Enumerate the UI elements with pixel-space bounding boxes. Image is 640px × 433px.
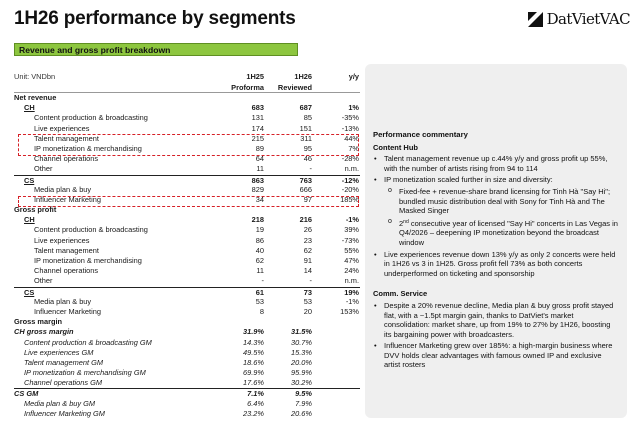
col-header-yy: y/y (348, 72, 359, 81)
table-row: Channel operations 64 46 -28% (34, 154, 359, 164)
table-row: CS 863 763 -12% (14, 175, 360, 185)
segment-table (14, 72, 360, 419)
table-row: Gross profit (14, 205, 57, 215)
table-row: Content production & broadcasting GM 14.3% 30.7% (24, 337, 312, 347)
list-item: • Despite a 20% revenue decline, Media plan & buy gross profit stayed flat, with a ~1.5pt margin gain, thanks to DatViet's market consolidation: market share, up from 19% to 27% by 1H26, boosting its bargaining power with broadcasters. (373, 301, 619, 339)
table-row: Talent management 215 311 44% (34, 133, 359, 143)
table-row: Media plan & buy 829 666 -20% (34, 184, 359, 194)
table-header-row (14, 72, 360, 83)
list-item: o 2nd consecutive year of licensed "Say Hi" concerts in Las Vegas in Q4/2026 – deepening IP monetization beyond the broadcast window (384, 218, 619, 248)
table-row: Live experiences GM 49.5% 15.3% (24, 347, 312, 357)
table-row: Net revenue (14, 93, 57, 102)
page-title: 1H26 performance by segments (14, 8, 296, 29)
table-row: Media plan & buy 53 53 -1% (34, 296, 359, 306)
table-row: Channel operations GM 17.6% 30.2% (24, 378, 312, 388)
table-row: CH 218 216 -1% (24, 215, 359, 225)
table-row: Content production & broadcasting 19 26 39% (34, 225, 359, 235)
table-subheader-row (14, 83, 360, 94)
table-row: Gross margin (14, 317, 63, 327)
unit-label: Unit: VNDbn (14, 72, 56, 81)
col-sub-1h25: Proforma (231, 82, 264, 92)
list-item: o Fixed-fee + revenue-share brand licensing for Tinh Hà "Say Hi"; bundled music distribution deal with Sony for Tinh Hà and The Masked Singer (384, 187, 619, 216)
company-logo (528, 10, 630, 28)
table-row: CS GM 7.1% 9.5% (14, 388, 360, 398)
commentary-panel (365, 64, 627, 418)
table-row: IP monetization & merchandising 62 91 47% (34, 256, 359, 265)
table-row: Content production & broadcasting 131 85 -35% (34, 113, 359, 123)
col-sub-1h26: Reviewed (277, 82, 312, 92)
table-row: Influencer Marketing 34 97 185% (34, 194, 359, 204)
ip-sublist (384, 187, 619, 248)
list-item: • Live experiences revenue down 13% y/y as only 2 concerts were held in 1H26 vs 3 in 1H25. Gross profit fell 73% as both concerts underperformed on ticketing and sponsorship (373, 250, 619, 279)
table-row: CS 61 73 19% (14, 287, 360, 297)
table-row: CH 683 687 1% (24, 103, 359, 113)
section-banner-label: Revenue and gross profit breakdown (19, 45, 171, 55)
table-row: Influencer Marketing 8 20 153% (34, 306, 359, 316)
table-row: Live experiences 174 151 -13% (34, 123, 359, 133)
table-row: CH gross margin 31.9% 31.5% (14, 327, 312, 337)
commentary-title: Performance commentary (373, 130, 468, 139)
list-item: • IP monetization scaled further in size and diversity: o Fixed-fee + revenue-share brand licensing for Tinh Hà "Say Hi"; bundled music distribution deal with Sony for Tinh Hà and The Masked Singer o 2nd consecutive year of licensed "Say Hi" concerts in Las Vegas in Q4/2026 – deepening IP monetization beyond the broadcast window (373, 175, 619, 247)
table-row: Other 11 - n.m. (34, 164, 359, 174)
table-row: IP monetization & merchandising GM 69.9% 95.9% (24, 368, 312, 378)
table-row: Channel operations 11 14 24% (34, 266, 359, 276)
table-row: Other - - n.m. (34, 276, 359, 286)
table-row: Media plan & buy GM 6.4% 7.9% (24, 398, 312, 408)
logo-text: DatVietVAC (546, 10, 630, 28)
col-header-1h26: 1H26 (294, 72, 312, 81)
logo-icon (528, 12, 543, 27)
content-hub-heading: Content Hub (373, 142, 418, 152)
comm-service-list (373, 301, 619, 370)
content-hub-list (373, 154, 619, 278)
table-row: Talent management 40 62 55% (34, 245, 359, 255)
table-row: Live experiences 86 23 -73% (34, 235, 359, 245)
list-item: • Influencer Marketing grew over 185%: a high-margin business where DVV holds clear advantages with famous owned IP and exclusive artist rosters (373, 341, 619, 370)
col-header-1h25: 1H25 (246, 72, 264, 81)
comm-service-heading: Comm. Service (373, 289, 428, 299)
table-row: IP monetization & merchandising 89 95 7% (34, 143, 359, 153)
list-item: • Talent management revenue up c.44% y/y and gross profit up 55%, with the number of artists rising from 94 to 114 (373, 154, 619, 173)
table-row: Talent management GM 18.6% 20.0% (24, 357, 312, 367)
table-row: Influencer Marketing GM 23.2% 20.6% (24, 408, 312, 418)
section-banner (14, 43, 298, 56)
